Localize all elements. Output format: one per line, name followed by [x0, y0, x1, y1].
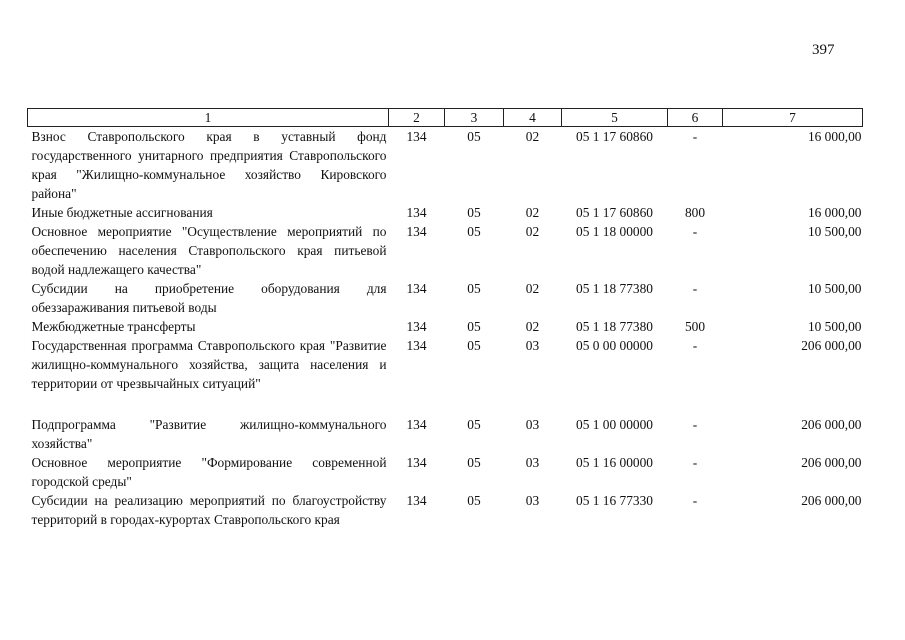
row-target: 05 1 18 77380 — [576, 281, 653, 296]
row-amount: 16 000,00 — [807, 129, 862, 144]
table-row — [28, 453, 863, 491]
row-subsection: 02 — [525, 224, 540, 239]
row-subsection: 03 — [525, 417, 540, 432]
header-col-2: 2 — [389, 109, 445, 127]
row-section: 05 — [467, 417, 481, 432]
row-target: 05 1 17 60860 — [576, 129, 653, 144]
row-amount: 10 500,00 — [807, 281, 862, 296]
row-expense-type: - — [692, 493, 698, 508]
header-col-1: 1 — [28, 109, 389, 127]
row-expense-type: - — [692, 338, 698, 353]
table-row — [28, 415, 863, 453]
row-subsection: 03 — [525, 493, 540, 508]
row-amount: 206 000,00 — [801, 493, 862, 508]
row-subsection: 03 — [525, 338, 540, 353]
row-target: 05 1 16 77330 — [576, 493, 653, 508]
row-subsection: 03 — [525, 455, 540, 470]
table-row — [28, 203, 863, 222]
row-target: 05 1 18 77380 — [576, 319, 653, 334]
header-col-6: 6 — [668, 109, 723, 127]
row-subsection: 02 — [525, 319, 540, 334]
row-name: Субсидии на реализацию мероприятий по благоустройству территорий в городах-курортах Ставропольского края — [31, 493, 387, 527]
table-row — [28, 279, 863, 317]
row-target: 05 0 00 00000 — [576, 338, 653, 353]
table-row — [28, 491, 863, 529]
row-amount: 10 500,00 — [807, 224, 862, 239]
row-name: Основное мероприятие "Формирование современной городской среды" — [31, 455, 387, 489]
row-name: Подпрограмма "Развитие жилищно-коммунального хозяйства" — [31, 417, 387, 451]
table-row — [28, 222, 863, 279]
row-code: 134 — [406, 417, 427, 432]
row-expense-type: - — [692, 224, 698, 239]
header-col-7: 7 — [723, 109, 863, 127]
row-name: Государственная программа Ставропольского края "Развитие жилищно-коммунального хозяйства, защита населения и территории от чрезвычайных ситуаций" — [31, 338, 387, 391]
budget-table — [27, 108, 863, 529]
row-subsection: 02 — [525, 205, 540, 220]
row-section: 05 — [467, 319, 481, 334]
header-col-3: 3 — [445, 109, 504, 127]
row-code: 134 — [406, 493, 427, 508]
header-col-4: 4 — [504, 109, 562, 127]
row-amount: 206 000,00 — [801, 455, 862, 470]
header-col-5: 5 — [562, 109, 668, 127]
row-section: 05 — [467, 224, 481, 239]
row-target: 05 1 00 00000 — [576, 417, 653, 432]
row-amount: 16 000,00 — [807, 205, 862, 220]
row-name: Взнос Ставропольского края в уставный фонд государственного унитарного предприятия Ставропольского края "Жилищно-коммунальное хозяйство Кировского района" — [31, 129, 387, 201]
row-expense-type: 500 — [684, 319, 706, 334]
row-target: 05 1 18 00000 — [576, 224, 653, 239]
row-code: 134 — [406, 338, 427, 353]
row-name: Субсидии на приобретение оборудования для обеззараживания питьевой воды — [31, 281, 387, 315]
page-number: 397 — [812, 42, 835, 58]
row-section: 05 — [467, 338, 481, 353]
row-code: 134 — [406, 319, 427, 334]
row-code: 134 — [406, 205, 427, 220]
row-subsection: 02 — [525, 281, 540, 296]
row-name: Основное мероприятие "Осуществление мероприятий по обеспечению населения Ставропольского края питьевой водой надлежащего качества" — [31, 224, 387, 277]
row-section: 05 — [467, 455, 481, 470]
row-code: 134 — [406, 129, 427, 144]
row-expense-type: - — [692, 455, 698, 470]
header-row — [28, 109, 863, 127]
row-code: 134 — [406, 455, 427, 470]
row-code: 134 — [406, 281, 427, 296]
table-row — [28, 336, 863, 393]
row-expense-type: - — [692, 281, 698, 296]
row-section: 05 — [467, 205, 481, 220]
table-row — [28, 317, 863, 336]
row-code: 134 — [406, 224, 427, 239]
row-expense-type: - — [692, 129, 698, 144]
row-name: Межбюджетные трансферты — [31, 319, 196, 334]
row-amount: 206 000,00 — [801, 417, 862, 432]
row-amount: 10 500,00 — [807, 319, 862, 334]
row-section: 05 — [467, 493, 481, 508]
row-expense-type: 800 — [684, 205, 706, 220]
row-name: Иные бюджетные ассигнования — [31, 205, 213, 220]
row-subsection: 02 — [525, 129, 540, 144]
row-section: 05 — [467, 129, 481, 144]
row-section: 05 — [467, 281, 481, 296]
row-target: 05 1 16 00000 — [576, 455, 653, 470]
spacer-row — [28, 393, 863, 415]
table-row — [28, 127, 863, 204]
row-target: 05 1 17 60860 — [576, 205, 653, 220]
row-expense-type: - — [692, 417, 698, 432]
row-amount: 206 000,00 — [801, 338, 862, 353]
